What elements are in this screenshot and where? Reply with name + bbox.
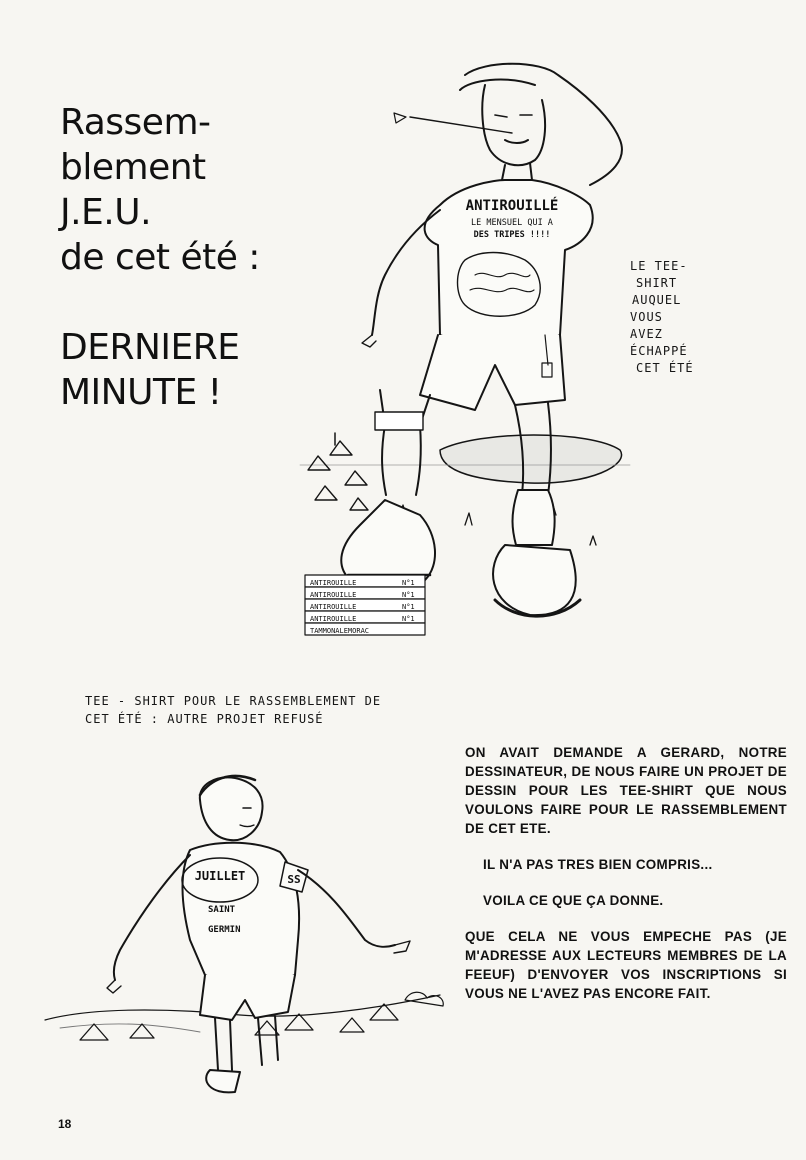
refused-project-caption: [85, 692, 485, 728]
note-line: ÉCHAPPÉ: [630, 344, 688, 358]
note-line: AUQUEL: [632, 293, 682, 307]
headline-line: Rassem-: [60, 102, 211, 143]
chest-text: GERMIN: [208, 925, 241, 935]
book-spine-label: ANTIROUILLE: [310, 579, 357, 587]
book-number: N°1: [402, 615, 415, 623]
book-number: N°1: [402, 579, 415, 587]
note-line: AVEZ: [630, 327, 663, 341]
headline-line: J.E.U.: [60, 192, 152, 233]
headline: [60, 100, 300, 415]
refused-tshirt-illustration: [40, 770, 460, 1100]
headline-line: blement: [60, 147, 206, 188]
book-number: N°1: [402, 603, 415, 611]
article-paragraph: VOILA CE QUE ÇA DONNE.: [483, 893, 664, 908]
article-paragraph: QUE CELA NE VOUS EMPECHE PAS (JE M'ADRESSE AUX LECTEURS MEMBRES DE LA FEEUF) D'ENVOYER VOS INSCRIPTIONS SI VOUS NE L'AVEZ PAS ENCORE FAIT.: [465, 929, 787, 1001]
giant-tshirt-illustration: [290, 45, 640, 645]
note-line: LE TEE-: [630, 259, 688, 273]
chest-text: JUILLET: [194, 869, 246, 883]
book-number: N°1: [402, 591, 415, 599]
book-spine-label: ANTIROUILLE: [310, 603, 357, 611]
article-text: [465, 743, 787, 1020]
article-paragraph: IL N'A PAS TRES BIEN COMPRIS...: [483, 857, 713, 872]
caption-line: CET ÉTÉ : AUTRE PROJET REFUSÉ: [85, 712, 324, 726]
page-number: 18: [58, 1117, 72, 1131]
tee-shirt-note: [630, 258, 720, 377]
shirt-subtitle: LE MENSUEL QUI A: [471, 218, 553, 228]
headline-line: DERNIERE: [60, 327, 240, 368]
headline-line: de cet été :: [60, 237, 260, 278]
headline-spacer: [60, 280, 300, 325]
caption-line: TEE - SHIRT POUR LE RASSEMBLEMENT DE: [85, 694, 382, 708]
headline-line: MINUTE !: [60, 372, 222, 413]
chest-text: SAINT: [208, 905, 236, 915]
shirt-title: ANTIROUILLÉ: [465, 198, 559, 214]
note-line: SHIRT: [636, 276, 678, 290]
shirt-subtitle: DES TRIPES !!!!: [473, 230, 551, 240]
note-line: CET ÉTÉ: [636, 361, 694, 375]
book-spine-label: ANTIROUILLE: [310, 615, 357, 623]
note-line: VOUS: [630, 310, 663, 324]
book-spine-label: TAMMONALEMORAC: [310, 627, 370, 635]
armband-text: SS: [287, 873, 301, 886]
book-spine-label: ANTIROUILLE: [310, 591, 357, 599]
article-paragraph: ON AVAIT DEMANDE A GERARD, NOTRE DESSINATEUR, DE NOUS FAIRE UN PROJET DE DESSIN POUR LES TEE-SHIRT QUE NOUS VOULONS FAIRE POUR LE RASSEMBLEMENT DE CET ETE.: [465, 745, 787, 836]
